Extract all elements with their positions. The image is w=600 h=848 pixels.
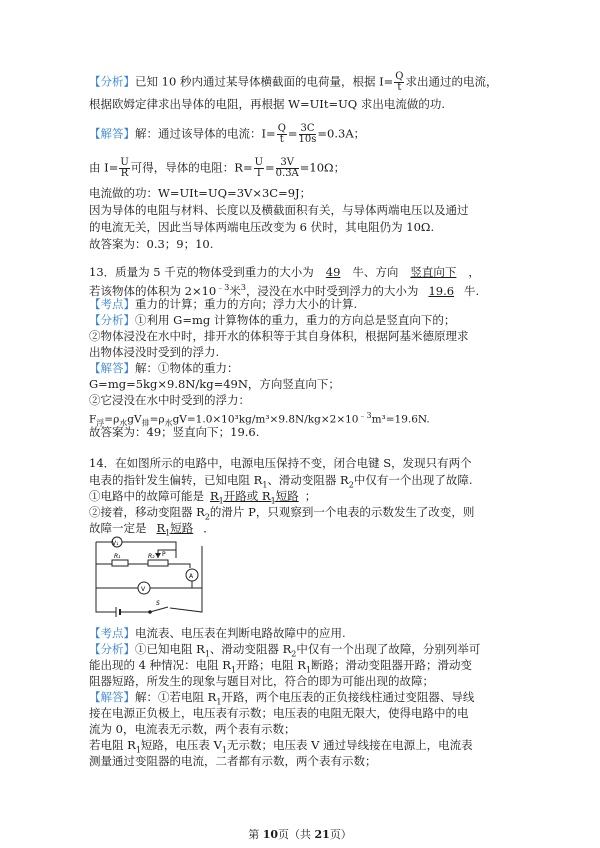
p13-answer-line4: $F_浮=\rho_水gV_排=\rho_水gV=1.0\times 10^3kg/m^3\times 9.8N/kg\times 2\times 10^{﹣3}m^3=19.6N$. [89,411,430,428]
p14-keypoint: 【考点】电流表、电压表在判断电路故障中的应用. [89,626,346,640]
p14-answer-line1: 【解答】解：①若电阻 $R_1$开路，两个电压表的正负接线柱通过变阻器、导线 [89,690,475,707]
wire-left [96,542,116,612]
p12-answer-line1: 【解答】解：通过该导体的电流：I= $\frac{Q}{t}$ = $\frac{3C}{10s}$ =0.3A； [89,123,366,145]
p14-blank-certain-fault: $R_1$短路 [156,521,194,538]
circuit-diagram [92,536,210,618]
p14-question-line5: 故障一定是 $R_1$短路 ． [89,521,215,538]
slider-p-arrow [155,553,161,558]
slider-arm [158,550,176,558]
p12-analysis-line2: 根据欧姆定律求出导体的电阻，再根据 W=UIt=UQ 求出电流做的功. [89,97,446,111]
label-a: A [189,573,194,580]
p14-blank-fault: $R_1$开路或 $R_1$短路 [210,489,299,506]
page-number: 10 [262,828,278,841]
label-p: P [162,551,166,558]
p12-work-line: 电流做的功：W=UIt=UQ=3V×3C=9J； [89,186,312,200]
p12-final-answer: 故答案为：0.3；9；10. [89,237,214,251]
p14-question-line2: 电表的指针发生偏转，已知电阻 $R_1$、滑动变阻器 $R_2$中仅有一个出现了故障. [89,473,473,490]
p12-reason-line1: 因为导体的电阻与材料、长度以及横截面积有关，与导体两端电压以及通过 [89,203,469,217]
page-total: 21 [314,828,330,841]
p13-blank-buoyancy: 19.6 [428,283,455,298]
p13-blank-weight: 49 [325,265,341,279]
p14-analysis-line3: 阻器短路，所发生的现象与题目对比，符合的即为可能出现的故障； [89,674,434,688]
p12-reason-line2: 的电流无关，因此当导体两端电压改变为 6 伏时，其电阻仍为 10Ω. [89,220,435,234]
p13-analysis-line3: 出物体浸没时受到的浮力. [89,345,220,359]
wire-bottom-right [170,546,202,612]
p14-analysis-line1: 【分析】①已知电阻 $R_1$、滑动变阻器 $R_2$中仅有一个出现了故障，分别列举可 [89,642,481,659]
p14-analysis-line2: 能出现的 4 种情况：电阻 $R_1$开路；电阻 $R_1$断路；滑动变阻器开路；滑动变 [89,658,472,675]
p13-final-answer: 故答案为：49；竖直向下；19.6. [89,425,260,439]
p13-blank-direction: 竖直向下 [410,265,457,279]
switch-s [150,607,168,612]
p14-question-line4: ②接着，移动变阻器 $R_2$的滑片 P，只观察到一个电表的示数发生了改变，则 [89,505,475,522]
p13-analysis-line1: 【分析】①利用 G=mg 计算物体的重力，重力的方向总是竖直向下的； [89,313,456,327]
p12-analysis-line1: 【分析】已知 10 秒内通过某导体横截面的电荷量，根据 I= $\frac{Q}{t}$ 求出通过的电流， [89,71,498,93]
page-footer: 第 10页（共 21页） [248,828,352,841]
label-r1: R₁ [114,553,121,560]
p14-answer-line2: 接在电源正负极上，电压表有示数；电压表的电阻无限大，使得电路中的电 [89,706,469,720]
p13-answer-line1: 【解答】解：①物体的重力： [89,361,239,375]
p14-question-line3: ①电路中的故障可能是 $R_1$开路或 $R_1$短路 ； [89,489,317,506]
label-s: S [156,600,160,607]
p14-answer-line4: 若电阻 $R_1$短路，电压表 $V_1$无示数；电压表 V 通过导线接在电源上，电流表 [89,738,473,755]
answer-tag: 【解答】 [89,126,135,141]
p13-answer-line3: ②它浸没在水中时受到的浮力： [89,393,250,407]
label-v1: V₁ [112,540,119,547]
p14-question-line1: 14．在如图所示的电路中，电源电压保持不变，闭合电键 S，发现只有两个 [89,456,472,470]
p13-answer-line2: G=mg=5kg×9.8N/kg=49N，方向竖直向下； [89,377,340,391]
p12-answer-line2: 由 I= $\frac{U}{R}$ 可得，导体的电阻：R= $\frac{U}{I}$ = $\frac{3V}{0.3A}$ =10Ω； [89,157,346,179]
p13-keypoint: 【考点】重力的计算；重力的方向；浮力大小的计算. [89,297,358,311]
resistor-r1 [112,560,128,566]
label-v: V [141,586,146,593]
p14-answer-line5: 测量通过变阻器的电流，二者都有示数，两个表有示数； [89,754,377,768]
fraction-3c-10s: $\frac{3C}{10s}$ [298,123,317,145]
p13-question-line2: 若该物体的体积为 $2\times 10^{﹣3}$米$^3$，浸没在水中时受到浮力的大小为 19.6 牛. [89,283,480,298]
fraction-q-t: $\frac{Q}{t}$ [395,71,404,93]
p14-answer-line3: 流为 0，电流表无示数，两个表有示数； [89,722,296,736]
analysis-tag: 【分析】 [89,74,135,89]
p13-analysis-line2: ②物体浸没在水中时，排开水的体积等于其自身体积，根据阿基米德原理求 [89,329,469,343]
p13-question-line1: 13．质量为 5 千克的物体受到重力的大小为 49 牛、方向 竖直向下 ， [89,265,480,279]
label-r2: R₂ [148,553,155,560]
rheostat-r2 [148,560,168,566]
